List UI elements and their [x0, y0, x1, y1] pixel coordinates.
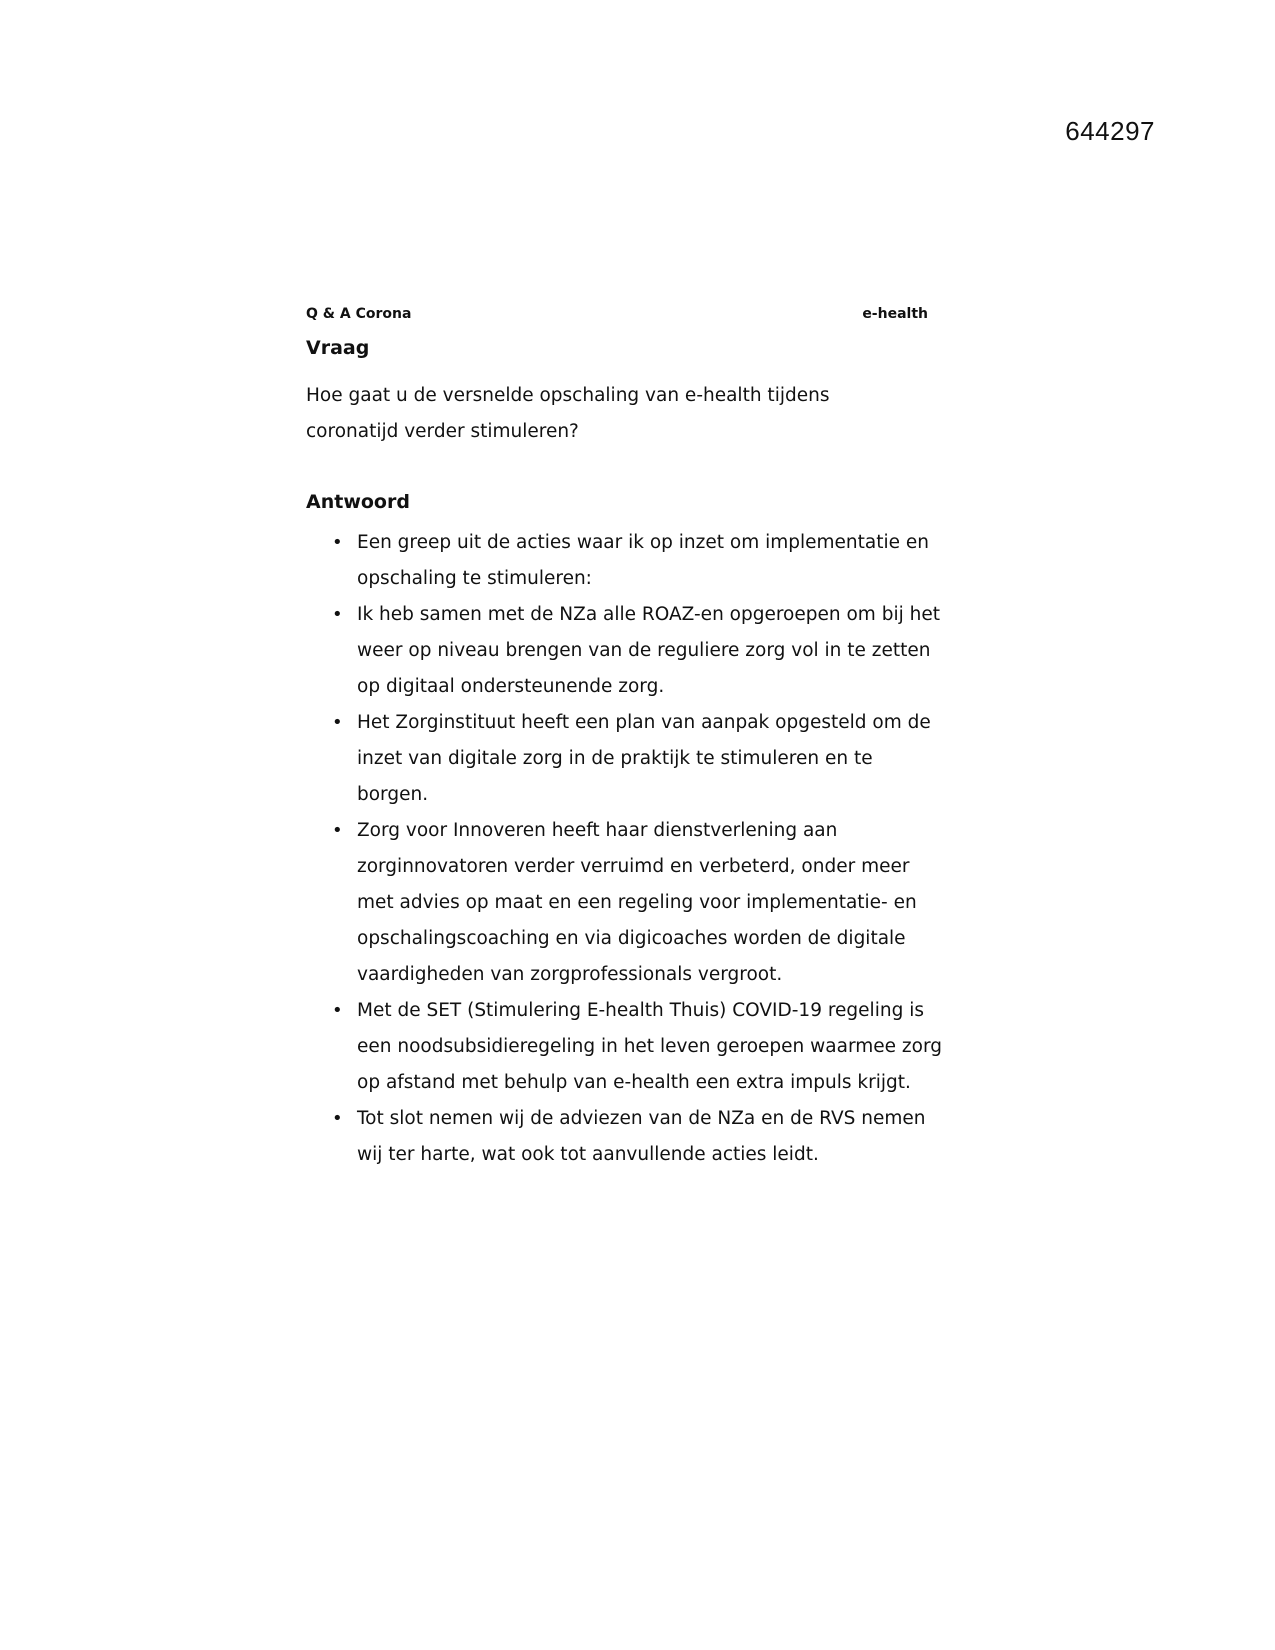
list-item [306, 525, 946, 597]
bullet-icon: • [332, 532, 343, 553]
answer-heading: Antwoord [306, 491, 410, 513]
bullet-icon: • [332, 1108, 343, 1129]
answer-list [306, 525, 946, 1173]
list-item [306, 705, 946, 813]
bullet-icon: • [332, 820, 343, 841]
bullet-icon: • [332, 712, 343, 733]
list-item [306, 1101, 946, 1173]
header-topic: Q & A Corona [306, 306, 412, 322]
page-header [306, 306, 928, 322]
list-item [306, 813, 946, 993]
list-item-text: Een greep uit de acties waar ik op inzet om implementatie en opschaling te stimuleren: [357, 532, 930, 589]
header-category: e-health [862, 306, 928, 322]
list-item-text: Tot slot nemen wij de adviezen van de NZa en de RVS nemen wij ter harte, wat ook tot aanvullende acties leidt. [357, 1108, 926, 1165]
question-heading: Vraag [306, 337, 370, 359]
list-item-text: Zorg voor Innoveren heeft haar dienstverlening aan zorginnovatoren verder verruimd en verbeterd, onder meer met advies op maat en een regeling voor implementatie- en opschalingscoaching en via digicoaches worden de digitale vaardigheden van zorgprofessionals vergroot. [357, 820, 917, 985]
list-item-text: Het Zorginstituut heeft een plan van aanpak opgesteld om de inzet van digitale zorg in de praktijk te stimuleren en te borgen. [357, 712, 931, 805]
document-number: 644297 [1065, 116, 1155, 146]
question-text: Hoe gaat u de versnelde opschaling van e-health tijdens coronatijd verder stimuleren? [306, 385, 830, 442]
bullet-icon: • [332, 1000, 343, 1021]
list-item-text: Ik heb samen met de NZa alle ROAZ-en opgeroepen om bij het weer op niveau brengen van de reguliere zorg vol in te zetten op digitaal ondersteunende zorg. [357, 604, 940, 697]
bullet-icon: • [332, 604, 343, 625]
list-item-text: Met de SET (Stimulering E-health Thuis) COVID-19 regeling is een noodsubsidieregeling in het leven geroepen waarmee zorg op afstand met behulp van e-health een extra impuls krijgt. [357, 1000, 942, 1093]
list-item [306, 993, 946, 1101]
list-item [306, 597, 946, 705]
